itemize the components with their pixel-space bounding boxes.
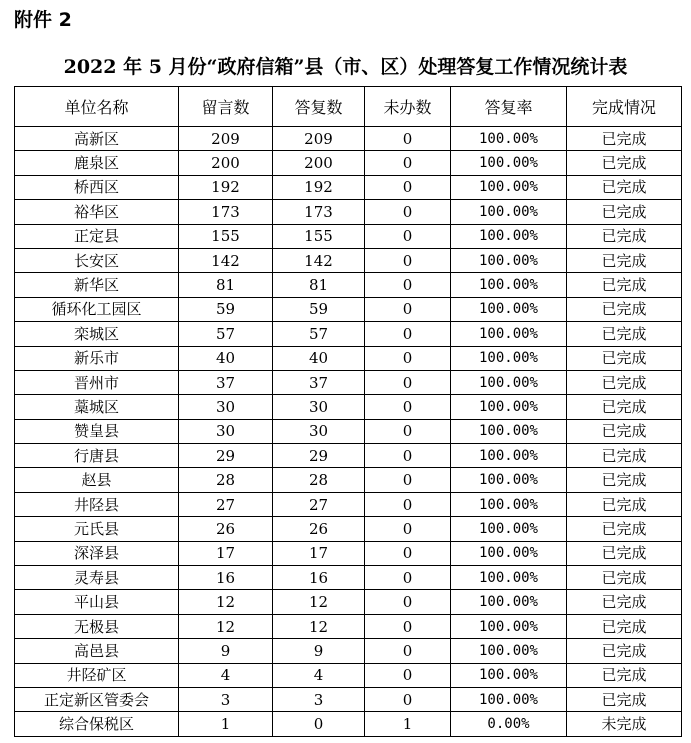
reply-count-cell: 155 [273,224,365,248]
header-reply-rate: 答复率 [451,87,567,127]
completion-status-cell: 已完成 [567,175,682,199]
reply-rate-cell: 100.00% [451,151,567,175]
table-row [15,175,682,199]
message-count-cell: 1 [179,712,273,736]
reply-rate-cell: 100.00% [451,566,567,590]
pending-count-cell: 0 [365,419,451,443]
completion-status-cell: 已完成 [567,663,682,687]
completion-status-cell: 已完成 [567,468,682,492]
table-row [15,346,682,370]
unit-name-cell: 高新区 [15,127,179,151]
header-completion-status: 完成情况 [567,87,682,127]
reply-rate-cell: 100.00% [451,492,567,516]
unit-name-cell: 新乐市 [15,346,179,370]
reply-rate-cell: 100.00% [451,395,567,419]
reply-count-cell: 59 [273,297,365,321]
message-count-cell: 209 [179,127,273,151]
table-row [15,297,682,321]
completion-status-cell: 已完成 [567,151,682,175]
reply-rate-cell: 100.00% [451,175,567,199]
completion-status-cell: 已完成 [567,322,682,346]
message-count-cell: 29 [179,444,273,468]
completion-status-cell: 已完成 [567,492,682,516]
reply-count-cell: 37 [273,370,365,394]
table-row [15,468,682,492]
message-count-cell: 192 [179,175,273,199]
table-row [15,566,682,590]
reply-count-cell: 4 [273,663,365,687]
reply-rate-cell: 100.00% [451,663,567,687]
message-count-cell: 9 [179,639,273,663]
pending-count-cell: 0 [365,151,451,175]
pending-count-cell: 0 [365,687,451,711]
unit-name-cell: 循环化工园区 [15,297,179,321]
message-count-cell: 173 [179,200,273,224]
completion-status-cell: 已完成 [567,444,682,468]
table-row [15,151,682,175]
reply-rate-cell: 100.00% [451,614,567,638]
message-count-cell: 59 [179,297,273,321]
message-count-cell: 142 [179,248,273,272]
attachment-label: 附件 2 [14,9,72,31]
table-row [15,127,682,151]
pending-count-cell: 0 [365,468,451,492]
pending-count-cell: 0 [365,541,451,565]
reply-count-cell: 17 [273,541,365,565]
table-row [15,614,682,638]
completion-status-cell: 已完成 [567,419,682,443]
unit-name-cell: 晋州市 [15,370,179,394]
unit-name-cell: 鹿泉区 [15,151,179,175]
reply-rate-cell: 100.00% [451,639,567,663]
reply-count-cell: 30 [273,395,365,419]
message-count-cell: 30 [179,395,273,419]
unit-name-cell: 裕华区 [15,200,179,224]
pending-count-cell: 0 [365,566,451,590]
completion-status-cell: 已完成 [567,687,682,711]
message-count-cell: 40 [179,346,273,370]
message-count-cell: 57 [179,322,273,346]
reply-rate-cell: 100.00% [451,370,567,394]
unit-name-cell: 藁城区 [15,395,179,419]
pending-count-cell: 0 [365,248,451,272]
pending-count-cell: 0 [365,663,451,687]
unit-name-cell: 深泽县 [15,541,179,565]
header-message-count: 留言数 [179,87,273,127]
table-row [15,663,682,687]
unit-name-cell: 桥西区 [15,175,179,199]
message-count-cell: 27 [179,492,273,516]
reply-rate-cell: 100.00% [451,468,567,492]
pending-count-cell: 0 [365,175,451,199]
header-pending-count: 未办数 [365,87,451,127]
unit-name-cell: 平山县 [15,590,179,614]
completion-status-cell: 已完成 [567,517,682,541]
completion-status-cell: 已完成 [567,614,682,638]
table-row [15,444,682,468]
unit-name-cell: 井陉矿区 [15,663,179,687]
completion-status-cell: 已完成 [567,346,682,370]
reply-count-cell: 12 [273,590,365,614]
table-row [15,273,682,297]
message-count-cell: 37 [179,370,273,394]
reply-count-cell: 30 [273,419,365,443]
unit-name-cell: 行唐县 [15,444,179,468]
statistics-table [14,86,682,737]
message-count-cell: 81 [179,273,273,297]
completion-status-cell: 已完成 [567,566,682,590]
table-body [15,127,682,737]
message-count-cell: 26 [179,517,273,541]
completion-status-cell: 已完成 [567,541,682,565]
pending-count-cell: 0 [365,639,451,663]
completion-status-cell: 未完成 [567,712,682,736]
reply-count-cell: 192 [273,175,365,199]
reply-count-cell: 16 [273,566,365,590]
unit-name-cell: 元氏县 [15,517,179,541]
reply-rate-cell: 100.00% [451,517,567,541]
reply-count-cell: 40 [273,346,365,370]
table-row [15,590,682,614]
pending-count-cell: 0 [365,224,451,248]
pending-count-cell: 0 [365,273,451,297]
table-row [15,639,682,663]
unit-name-cell: 新华区 [15,273,179,297]
unit-name-cell: 灵寿县 [15,566,179,590]
completion-status-cell: 已完成 [567,224,682,248]
pending-count-cell: 0 [365,444,451,468]
message-count-cell: 4 [179,663,273,687]
table-row [15,517,682,541]
reply-count-cell: 9 [273,639,365,663]
unit-name-cell: 赞皇县 [15,419,179,443]
reply-rate-cell: 100.00% [451,346,567,370]
reply-count-cell: 209 [273,127,365,151]
table-row [15,200,682,224]
table-row [15,248,682,272]
reply-count-cell: 27 [273,492,365,516]
reply-count-cell: 173 [273,200,365,224]
page-title: 2022 年 5 月份“政府信箱”县（市、区）处理答复工作情况统计表 [63,56,628,78]
reply-count-cell: 142 [273,248,365,272]
reply-rate-cell: 100.00% [451,127,567,151]
completion-status-cell: 已完成 [567,248,682,272]
reply-count-cell: 0 [273,712,365,736]
unit-name-cell: 赵县 [15,468,179,492]
table-header-row [15,87,682,127]
reply-rate-cell: 100.00% [451,687,567,711]
reply-count-cell: 26 [273,517,365,541]
completion-status-cell: 已完成 [567,297,682,321]
pending-count-cell: 1 [365,712,451,736]
unit-name-cell: 高邑县 [15,639,179,663]
completion-status-cell: 已完成 [567,395,682,419]
completion-status-cell: 已完成 [567,127,682,151]
reply-rate-cell: 100.00% [451,541,567,565]
message-count-cell: 155 [179,224,273,248]
reply-rate-cell: 0.00% [451,712,567,736]
table-row [15,687,682,711]
pending-count-cell: 0 [365,590,451,614]
unit-name-cell: 正定县 [15,224,179,248]
pending-count-cell: 0 [365,492,451,516]
unit-name-cell: 正定新区管委会 [15,687,179,711]
message-count-cell: 16 [179,566,273,590]
message-count-cell: 28 [179,468,273,492]
unit-name-cell: 栾城区 [15,322,179,346]
reply-rate-cell: 100.00% [451,590,567,614]
completion-status-cell: 已完成 [567,273,682,297]
message-count-cell: 3 [179,687,273,711]
reply-count-cell: 3 [273,687,365,711]
pending-count-cell: 0 [365,614,451,638]
reply-count-cell: 28 [273,468,365,492]
reply-count-cell: 12 [273,614,365,638]
table-row [15,322,682,346]
reply-rate-cell: 100.00% [451,200,567,224]
header-reply-count: 答复数 [273,87,365,127]
message-count-cell: 30 [179,419,273,443]
message-count-cell: 12 [179,590,273,614]
pending-count-cell: 0 [365,322,451,346]
reply-rate-cell: 100.00% [451,297,567,321]
table-row [15,370,682,394]
reply-rate-cell: 100.00% [451,224,567,248]
reply-rate-cell: 100.00% [451,444,567,468]
unit-name-cell: 长安区 [15,248,179,272]
completion-status-cell: 已完成 [567,200,682,224]
message-count-cell: 17 [179,541,273,565]
unit-name-cell: 无极县 [15,614,179,638]
table-row [15,541,682,565]
pending-count-cell: 0 [365,346,451,370]
table-row [15,712,682,736]
reply-count-cell: 29 [273,444,365,468]
reply-count-cell: 57 [273,322,365,346]
reply-count-cell: 200 [273,151,365,175]
pending-count-cell: 0 [365,370,451,394]
reply-count-cell: 81 [273,273,365,297]
pending-count-cell: 0 [365,297,451,321]
pending-count-cell: 0 [365,395,451,419]
header-unit-name: 单位名称 [15,87,179,127]
reply-rate-cell: 100.00% [451,322,567,346]
completion-status-cell: 已完成 [567,639,682,663]
table-row [15,419,682,443]
pending-count-cell: 0 [365,517,451,541]
pending-count-cell: 0 [365,127,451,151]
reply-rate-cell: 100.00% [451,248,567,272]
table-row [15,492,682,516]
reply-rate-cell: 100.00% [451,419,567,443]
unit-name-cell: 井陉县 [15,492,179,516]
pending-count-cell: 0 [365,200,451,224]
table-row [15,395,682,419]
completion-status-cell: 已完成 [567,590,682,614]
unit-name-cell: 综合保税区 [15,712,179,736]
completion-status-cell: 已完成 [567,370,682,394]
message-count-cell: 200 [179,151,273,175]
table-row [15,224,682,248]
reply-rate-cell: 100.00% [451,273,567,297]
message-count-cell: 12 [179,614,273,638]
